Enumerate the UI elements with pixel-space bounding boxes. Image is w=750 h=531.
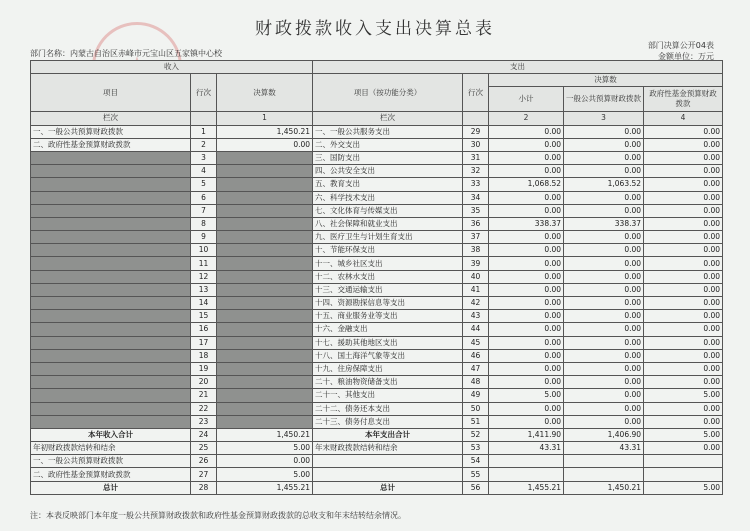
left-row-no: 3 [191, 151, 217, 164]
subtotal-value: 0.00 [489, 257, 564, 270]
general-budget-value: 0.00 [564, 415, 644, 428]
right-row-no: 36 [463, 217, 489, 230]
general-budget-value: 0.00 [564, 310, 644, 323]
table-row [31, 204, 723, 217]
left-row-no: 7 [191, 204, 217, 217]
left-row-no: 28 [191, 481, 217, 494]
left-amount [217, 336, 313, 349]
right-item: 十二、农林水支出 [313, 270, 463, 283]
left-item [31, 204, 191, 217]
subtotal-value: 0.00 [489, 244, 564, 257]
subtotal-value: 0.00 [489, 204, 564, 217]
table-row [31, 270, 723, 283]
left-amount [217, 310, 313, 323]
table-row [31, 191, 723, 204]
general-budget-value: 0.00 [564, 283, 644, 296]
left-item: 二、政府性基金预算财政拨款 [31, 468, 191, 481]
gov-fund-value: 0.00 [644, 283, 723, 296]
right-row-no: 39 [463, 257, 489, 270]
subtotal-value [489, 455, 564, 468]
general-budget-value: 0.00 [564, 402, 644, 415]
right-item: 二、外交支出 [313, 138, 463, 151]
left-item: 一、一般公共预算财政拨款 [31, 455, 191, 468]
subtotal-value: 0.00 [489, 138, 564, 151]
left-row-no: 27 [191, 468, 217, 481]
left-item [31, 283, 191, 296]
table-body [31, 125, 723, 494]
left-amount [217, 231, 313, 244]
left-item [31, 336, 191, 349]
col-3: 3 [564, 112, 644, 125]
left-item [31, 376, 191, 389]
general-budget-value: 0.00 [564, 151, 644, 164]
left-row-no: 5 [191, 178, 217, 191]
left-item: 一、一般公共预算财政拨款 [31, 125, 191, 138]
left-row-no: 20 [191, 376, 217, 389]
budget-amount-header: 决算数 [217, 74, 313, 112]
right-row-no: 50 [463, 402, 489, 415]
table-row [31, 389, 723, 402]
subtotal-value: 0.00 [489, 336, 564, 349]
right-row-no: 42 [463, 297, 489, 310]
left-item [31, 217, 191, 230]
left-amount [217, 349, 313, 362]
general-budget-value: 0.00 [564, 257, 644, 270]
gov-fund-value: 0.00 [644, 442, 723, 455]
gov-fund-value: 0.00 [644, 138, 723, 151]
table-row [31, 468, 723, 481]
left-amount: 0.00 [217, 455, 313, 468]
header-row-titles [31, 74, 723, 87]
subtotal-value: 1,411.90 [489, 428, 564, 441]
general-budget-value [564, 455, 644, 468]
column-index-row [31, 112, 723, 125]
right-item: 十八、国土海洋气象等支出 [313, 349, 463, 362]
left-row-no: 22 [191, 402, 217, 415]
gov-fund-value: 0.00 [644, 125, 723, 138]
left-amount: 5.00 [217, 468, 313, 481]
right-row-no: 37 [463, 231, 489, 244]
subtotal-value: 0.00 [489, 125, 564, 138]
footnote: 注：本表反映部门本年度一般公共预算财政拨款和政府性基金预算财政拨款的总收支和年末结转结余情况。 [30, 511, 406, 520]
right-item: 十九、住房保障支出 [313, 362, 463, 375]
col-label: 栏次 [31, 112, 191, 125]
subtotal-value: 0.00 [489, 231, 564, 244]
table-row [31, 428, 723, 441]
table-row [31, 297, 723, 310]
table-row [31, 415, 723, 428]
amount-unit: 金额单位：万元 [658, 52, 714, 61]
subtotal-value: 0.00 [489, 270, 564, 283]
left-row-no: 4 [191, 165, 217, 178]
right-row-no: 45 [463, 336, 489, 349]
left-item [31, 323, 191, 336]
right-row-no: 35 [463, 204, 489, 217]
left-amount [217, 376, 313, 389]
table-row [31, 165, 723, 178]
gov-fund-value: 0.00 [644, 349, 723, 362]
left-amount [217, 323, 313, 336]
right-row-no: 40 [463, 270, 489, 283]
general-budget-value: 338.37 [564, 217, 644, 230]
left-item [31, 362, 191, 375]
col-blank2 [463, 112, 489, 125]
table-row [31, 402, 723, 415]
left-amount [217, 257, 313, 270]
general-budget-value: 0.00 [564, 191, 644, 204]
general-budget-value: 1,063.52 [564, 178, 644, 191]
right-row-no: 47 [463, 362, 489, 375]
left-amount [217, 270, 313, 283]
general-budget-value: 0.00 [564, 138, 644, 151]
general-budget-value: 0.00 [564, 165, 644, 178]
subtotal-value: 5.00 [489, 389, 564, 402]
right-row-no: 33 [463, 178, 489, 191]
gov-fund-value: 5.00 [644, 428, 723, 441]
left-row-no: 21 [191, 389, 217, 402]
left-item [31, 191, 191, 204]
right-item: 七、文化体育与传媒支出 [313, 204, 463, 217]
general-budget-value: 0.00 [564, 244, 644, 257]
left-item: 本年收入合计 [31, 428, 191, 441]
right-row-no: 41 [463, 283, 489, 296]
subtotal-value: 0.00 [489, 165, 564, 178]
item-func-header: 项目（按功能分类） [313, 74, 463, 112]
right-item: 六、科学技术支出 [313, 191, 463, 204]
left-row-no: 8 [191, 217, 217, 230]
gov-fund-value: 0.00 [644, 297, 723, 310]
table-row [31, 178, 723, 191]
right-row-no: 44 [463, 323, 489, 336]
left-row-no: 1 [191, 125, 217, 138]
table-row [31, 442, 723, 455]
left-amount [217, 389, 313, 402]
subtotal-value: 0.00 [489, 349, 564, 362]
right-item: 九、医疗卫生与计划生育支出 [313, 231, 463, 244]
right-item: 十七、援助其他地区支出 [313, 336, 463, 349]
subtotal-value: 0.00 [489, 297, 564, 310]
subtotal-value: 0.00 [489, 151, 564, 164]
left-item [31, 257, 191, 270]
subtotal-value: 0.00 [489, 376, 564, 389]
gov-fund-value: 0.00 [644, 217, 723, 230]
left-item: 二、政府性基金预算财政拨款 [31, 138, 191, 151]
general-budget-value: 0.00 [564, 376, 644, 389]
table-row [31, 362, 723, 375]
right-item: 二十、粮油物资储备支出 [313, 376, 463, 389]
right-row-no: 32 [463, 165, 489, 178]
left-item [31, 402, 191, 415]
left-amount [217, 165, 313, 178]
gov-fund-value: 0.00 [644, 257, 723, 270]
col-2: 2 [489, 112, 564, 125]
left-item [31, 231, 191, 244]
subtotal-header: 小计 [489, 87, 564, 112]
right-item: 一、一般公共服务支出 [313, 125, 463, 138]
general-budget-value [564, 468, 644, 481]
table-row [31, 125, 723, 138]
gov-fund-value: 0.00 [644, 402, 723, 415]
row-no2-header: 行次 [463, 74, 489, 112]
right-item: 三、国防支出 [313, 151, 463, 164]
gov-fund-value: 0.00 [644, 165, 723, 178]
right-item: 十一、城乡社区支出 [313, 257, 463, 270]
right-row-no: 30 [463, 138, 489, 151]
right-row-no: 29 [463, 125, 489, 138]
right-item: 十六、金融支出 [313, 323, 463, 336]
gov-fund-value: 0.00 [644, 204, 723, 217]
final-amount-header: 决算数 [489, 74, 723, 87]
gov-fund-header: 政府性基金预算财政拨款 [644, 87, 723, 112]
table-row [31, 231, 723, 244]
gov-fund-value: 5.00 [644, 481, 723, 494]
gov-fund-value: 0.00 [644, 323, 723, 336]
left-row-no: 10 [191, 244, 217, 257]
gov-fund-value: 0.00 [644, 191, 723, 204]
table-row [31, 481, 723, 494]
general-budget-value: 0.00 [564, 204, 644, 217]
left-row-no: 17 [191, 336, 217, 349]
left-row-no: 19 [191, 362, 217, 375]
left-amount [217, 204, 313, 217]
left-item [31, 244, 191, 257]
table-row [31, 323, 723, 336]
expense-header: 支出 [313, 61, 723, 74]
left-amount: 1,450.21 [217, 428, 313, 441]
table-row [31, 349, 723, 362]
right-item [313, 455, 463, 468]
subtotal-value: 0.00 [489, 362, 564, 375]
left-amount: 0.00 [217, 138, 313, 151]
left-row-no: 12 [191, 270, 217, 283]
col-blank [191, 112, 217, 125]
right-item: 本年支出合计 [313, 428, 463, 441]
subtotal-value: 0.00 [489, 323, 564, 336]
table-row [31, 217, 723, 230]
header-row-section [31, 61, 723, 74]
subtotal-value: 1,068.52 [489, 178, 564, 191]
left-row-no: 6 [191, 191, 217, 204]
right-row-no: 31 [463, 151, 489, 164]
general-budget-value: 0.00 [564, 125, 644, 138]
right-row-no: 54 [463, 455, 489, 468]
gov-fund-value: 0.00 [644, 376, 723, 389]
right-row-no: 49 [463, 389, 489, 402]
right-item: 二十一、其他支出 [313, 389, 463, 402]
left-amount: 5.00 [217, 442, 313, 455]
subtotal-value: 0.00 [489, 191, 564, 204]
left-row-no: 23 [191, 415, 217, 428]
general-budget-value: 0.00 [564, 270, 644, 283]
subtotal-value: 0.00 [489, 402, 564, 415]
right-item: 十四、资源勘探信息等支出 [313, 297, 463, 310]
left-item: 年初财政拨款结转和结余 [31, 442, 191, 455]
right-row-no: 52 [463, 428, 489, 441]
left-item [31, 270, 191, 283]
left-row-no: 13 [191, 283, 217, 296]
general-budget-value: 0.00 [564, 231, 644, 244]
left-amount: 1,450.21 [217, 125, 313, 138]
general-budget-value: 0.00 [564, 349, 644, 362]
left-amount [217, 402, 313, 415]
left-item [31, 310, 191, 323]
subtotal-value [489, 468, 564, 481]
gov-fund-value: 0.00 [644, 270, 723, 283]
gov-fund-value: 0.00 [644, 151, 723, 164]
right-row-no: 53 [463, 442, 489, 455]
table-row [31, 310, 723, 323]
general-budget-value: 43.31 [564, 442, 644, 455]
left-item [31, 165, 191, 178]
left-item: 总计 [31, 481, 191, 494]
left-item [31, 151, 191, 164]
right-item: 十、节能环保支出 [313, 244, 463, 257]
left-item [31, 297, 191, 310]
row-no-header: 行次 [191, 74, 217, 112]
left-amount [217, 244, 313, 257]
col-4: 4 [644, 112, 723, 125]
left-amount [217, 362, 313, 375]
col-label2: 栏次 [313, 112, 463, 125]
left-row-no: 11 [191, 257, 217, 270]
gov-fund-value: 0.00 [644, 231, 723, 244]
right-item: 二十二、债务还本支出 [313, 402, 463, 415]
left-amount [217, 415, 313, 428]
table-row [31, 151, 723, 164]
table-row [31, 455, 723, 468]
subtotal-value: 0.00 [489, 283, 564, 296]
table-row [31, 336, 723, 349]
col-1: 1 [217, 112, 313, 125]
budget-table [30, 60, 723, 495]
left-row-no: 2 [191, 138, 217, 151]
left-row-no: 14 [191, 297, 217, 310]
left-row-no: 24 [191, 428, 217, 441]
gov-fund-value [644, 455, 723, 468]
left-row-no: 25 [191, 442, 217, 455]
subtotal-value: 0.00 [489, 415, 564, 428]
report-title: 财政拨款收入支出决算总表 [255, 19, 495, 39]
gov-fund-value: 5.00 [644, 389, 723, 402]
gov-fund-value: 0.00 [644, 310, 723, 323]
right-row-no: 48 [463, 376, 489, 389]
general-budget-value: 1,450.21 [564, 481, 644, 494]
table-row [31, 138, 723, 151]
gov-fund-value: 0.00 [644, 178, 723, 191]
general-budget-value: 0.00 [564, 389, 644, 402]
left-item [31, 389, 191, 402]
subtotal-value: 1,455.21 [489, 481, 564, 494]
form-code: 部门决算公开04表 [647, 41, 714, 50]
gov-fund-value: 0.00 [644, 336, 723, 349]
left-amount [217, 151, 313, 164]
item-header: 项目 [31, 74, 191, 112]
right-row-no: 34 [463, 191, 489, 204]
subtotal-value: 43.31 [489, 442, 564, 455]
general-budget-value: 1,406.90 [564, 428, 644, 441]
general-budget-value: 0.00 [564, 362, 644, 375]
gov-fund-value: 0.00 [644, 362, 723, 375]
table-row [31, 283, 723, 296]
income-header: 收入 [31, 61, 313, 74]
left-item [31, 415, 191, 428]
table-row [31, 257, 723, 270]
left-row-no: 26 [191, 455, 217, 468]
right-row-no: 46 [463, 349, 489, 362]
right-item: 四、公共安全支出 [313, 165, 463, 178]
right-item [313, 468, 463, 481]
right-item: 年末财政拨款结转和结余 [313, 442, 463, 455]
right-item: 八、社会保障和就业支出 [313, 217, 463, 230]
left-amount [217, 178, 313, 191]
general-budget-header: 一般公共预算财政拨款 [564, 87, 644, 112]
gov-fund-value: 0.00 [644, 415, 723, 428]
left-row-no: 15 [191, 310, 217, 323]
left-amount [217, 283, 313, 296]
general-budget-value: 0.00 [564, 323, 644, 336]
gov-fund-value: 0.00 [644, 244, 723, 257]
left-row-no: 18 [191, 349, 217, 362]
right-item: 十五、商业服务业等支出 [313, 310, 463, 323]
right-row-no: 38 [463, 244, 489, 257]
right-row-no: 56 [463, 481, 489, 494]
left-amount [217, 297, 313, 310]
general-budget-value: 0.00 [564, 297, 644, 310]
left-amount [217, 191, 313, 204]
subtotal-value: 0.00 [489, 310, 564, 323]
left-item [31, 349, 191, 362]
right-row-no: 55 [463, 468, 489, 481]
table-row [31, 244, 723, 257]
left-item [31, 178, 191, 191]
right-item: 十三、交通运输支出 [313, 283, 463, 296]
right-row-no: 51 [463, 415, 489, 428]
right-item: 五、教育支出 [313, 178, 463, 191]
left-amount: 1,455.21 [217, 481, 313, 494]
right-item: 二十三、债务付息支出 [313, 415, 463, 428]
right-row-no: 43 [463, 310, 489, 323]
gov-fund-value [644, 468, 723, 481]
table-row [31, 376, 723, 389]
left-row-no: 16 [191, 323, 217, 336]
left-row-no: 9 [191, 231, 217, 244]
left-amount [217, 217, 313, 230]
department-name: 部门名称：内蒙古自治区赤峰市元宝山区五家镇中心校 [30, 49, 222, 58]
general-budget-value: 0.00 [564, 336, 644, 349]
subtotal-value: 338.37 [489, 217, 564, 230]
right-item: 总计 [313, 481, 463, 494]
